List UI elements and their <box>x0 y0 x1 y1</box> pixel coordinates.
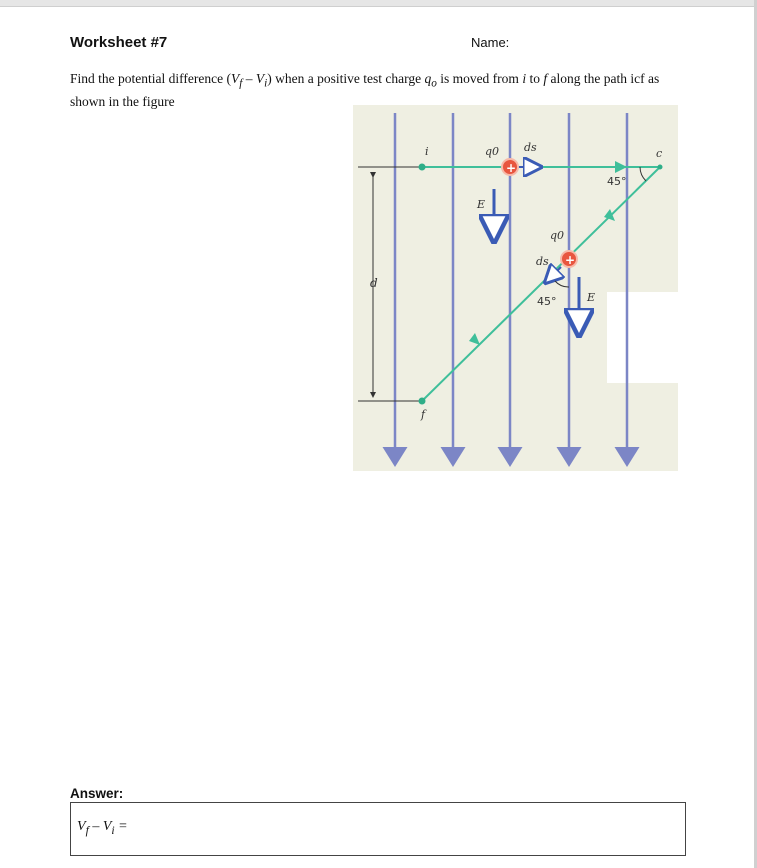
label-angle-top: 45° <box>607 175 627 188</box>
answer-prefix <box>77 819 128 837</box>
ans-vi-sub: i <box>111 823 115 837</box>
q-minus: – <box>242 71 256 86</box>
name-label: Name: <box>471 35 510 50</box>
q-to-word: to <box>526 71 544 86</box>
question-text <box>70 70 690 110</box>
q-from: i <box>522 71 527 86</box>
label-q0-top: q0 <box>485 145 500 158</box>
q-mid2: is moved from <box>436 71 523 86</box>
top-rule <box>0 0 757 7</box>
q-vi-sub: i <box>264 77 268 90</box>
ans-vf-sub: f <box>85 823 89 837</box>
answer-label: Answer: <box>70 786 124 801</box>
worksheet-title: Worksheet #7 <box>70 34 168 51</box>
label-e-right: E <box>587 291 596 304</box>
q-charge-sub: o <box>431 77 437 90</box>
charge-top-plus: + <box>506 161 517 175</box>
q-vf-sub: f <box>239 77 243 90</box>
ans-eq: = <box>114 819 128 834</box>
point-c <box>658 165 663 170</box>
label-f: f <box>421 408 426 421</box>
q-lead: Find the potential difference ( <box>70 71 231 86</box>
ans-minus: – <box>88 819 103 834</box>
label-q0-mid: q0 <box>550 229 565 242</box>
point-i <box>419 164 426 171</box>
label-angle-mid: 45° <box>537 295 557 308</box>
q-charge: q <box>424 71 432 86</box>
q-vi: V <box>255 71 265 86</box>
q-vf: V <box>230 71 240 86</box>
point-f <box>419 398 426 405</box>
figure-white-patch <box>607 292 678 383</box>
q-mid: ) when a positive test charge <box>267 71 425 86</box>
q-tail: along the path icf as shown in the figure <box>70 71 660 109</box>
q-to: f <box>543 71 548 86</box>
label-e-left: E <box>477 198 486 211</box>
field-figure <box>353 105 678 471</box>
label-i: i <box>425 145 429 158</box>
charge-mid-plus: + <box>565 253 576 267</box>
answer-box[interactable] <box>70 802 686 856</box>
ans-vi: V <box>102 819 112 834</box>
label-ds-top: ds <box>524 141 537 154</box>
label-c: c <box>656 147 663 160</box>
label-ds-mid: ds <box>536 255 549 268</box>
label-d: d <box>370 276 378 290</box>
ans-vf: V <box>77 819 86 834</box>
